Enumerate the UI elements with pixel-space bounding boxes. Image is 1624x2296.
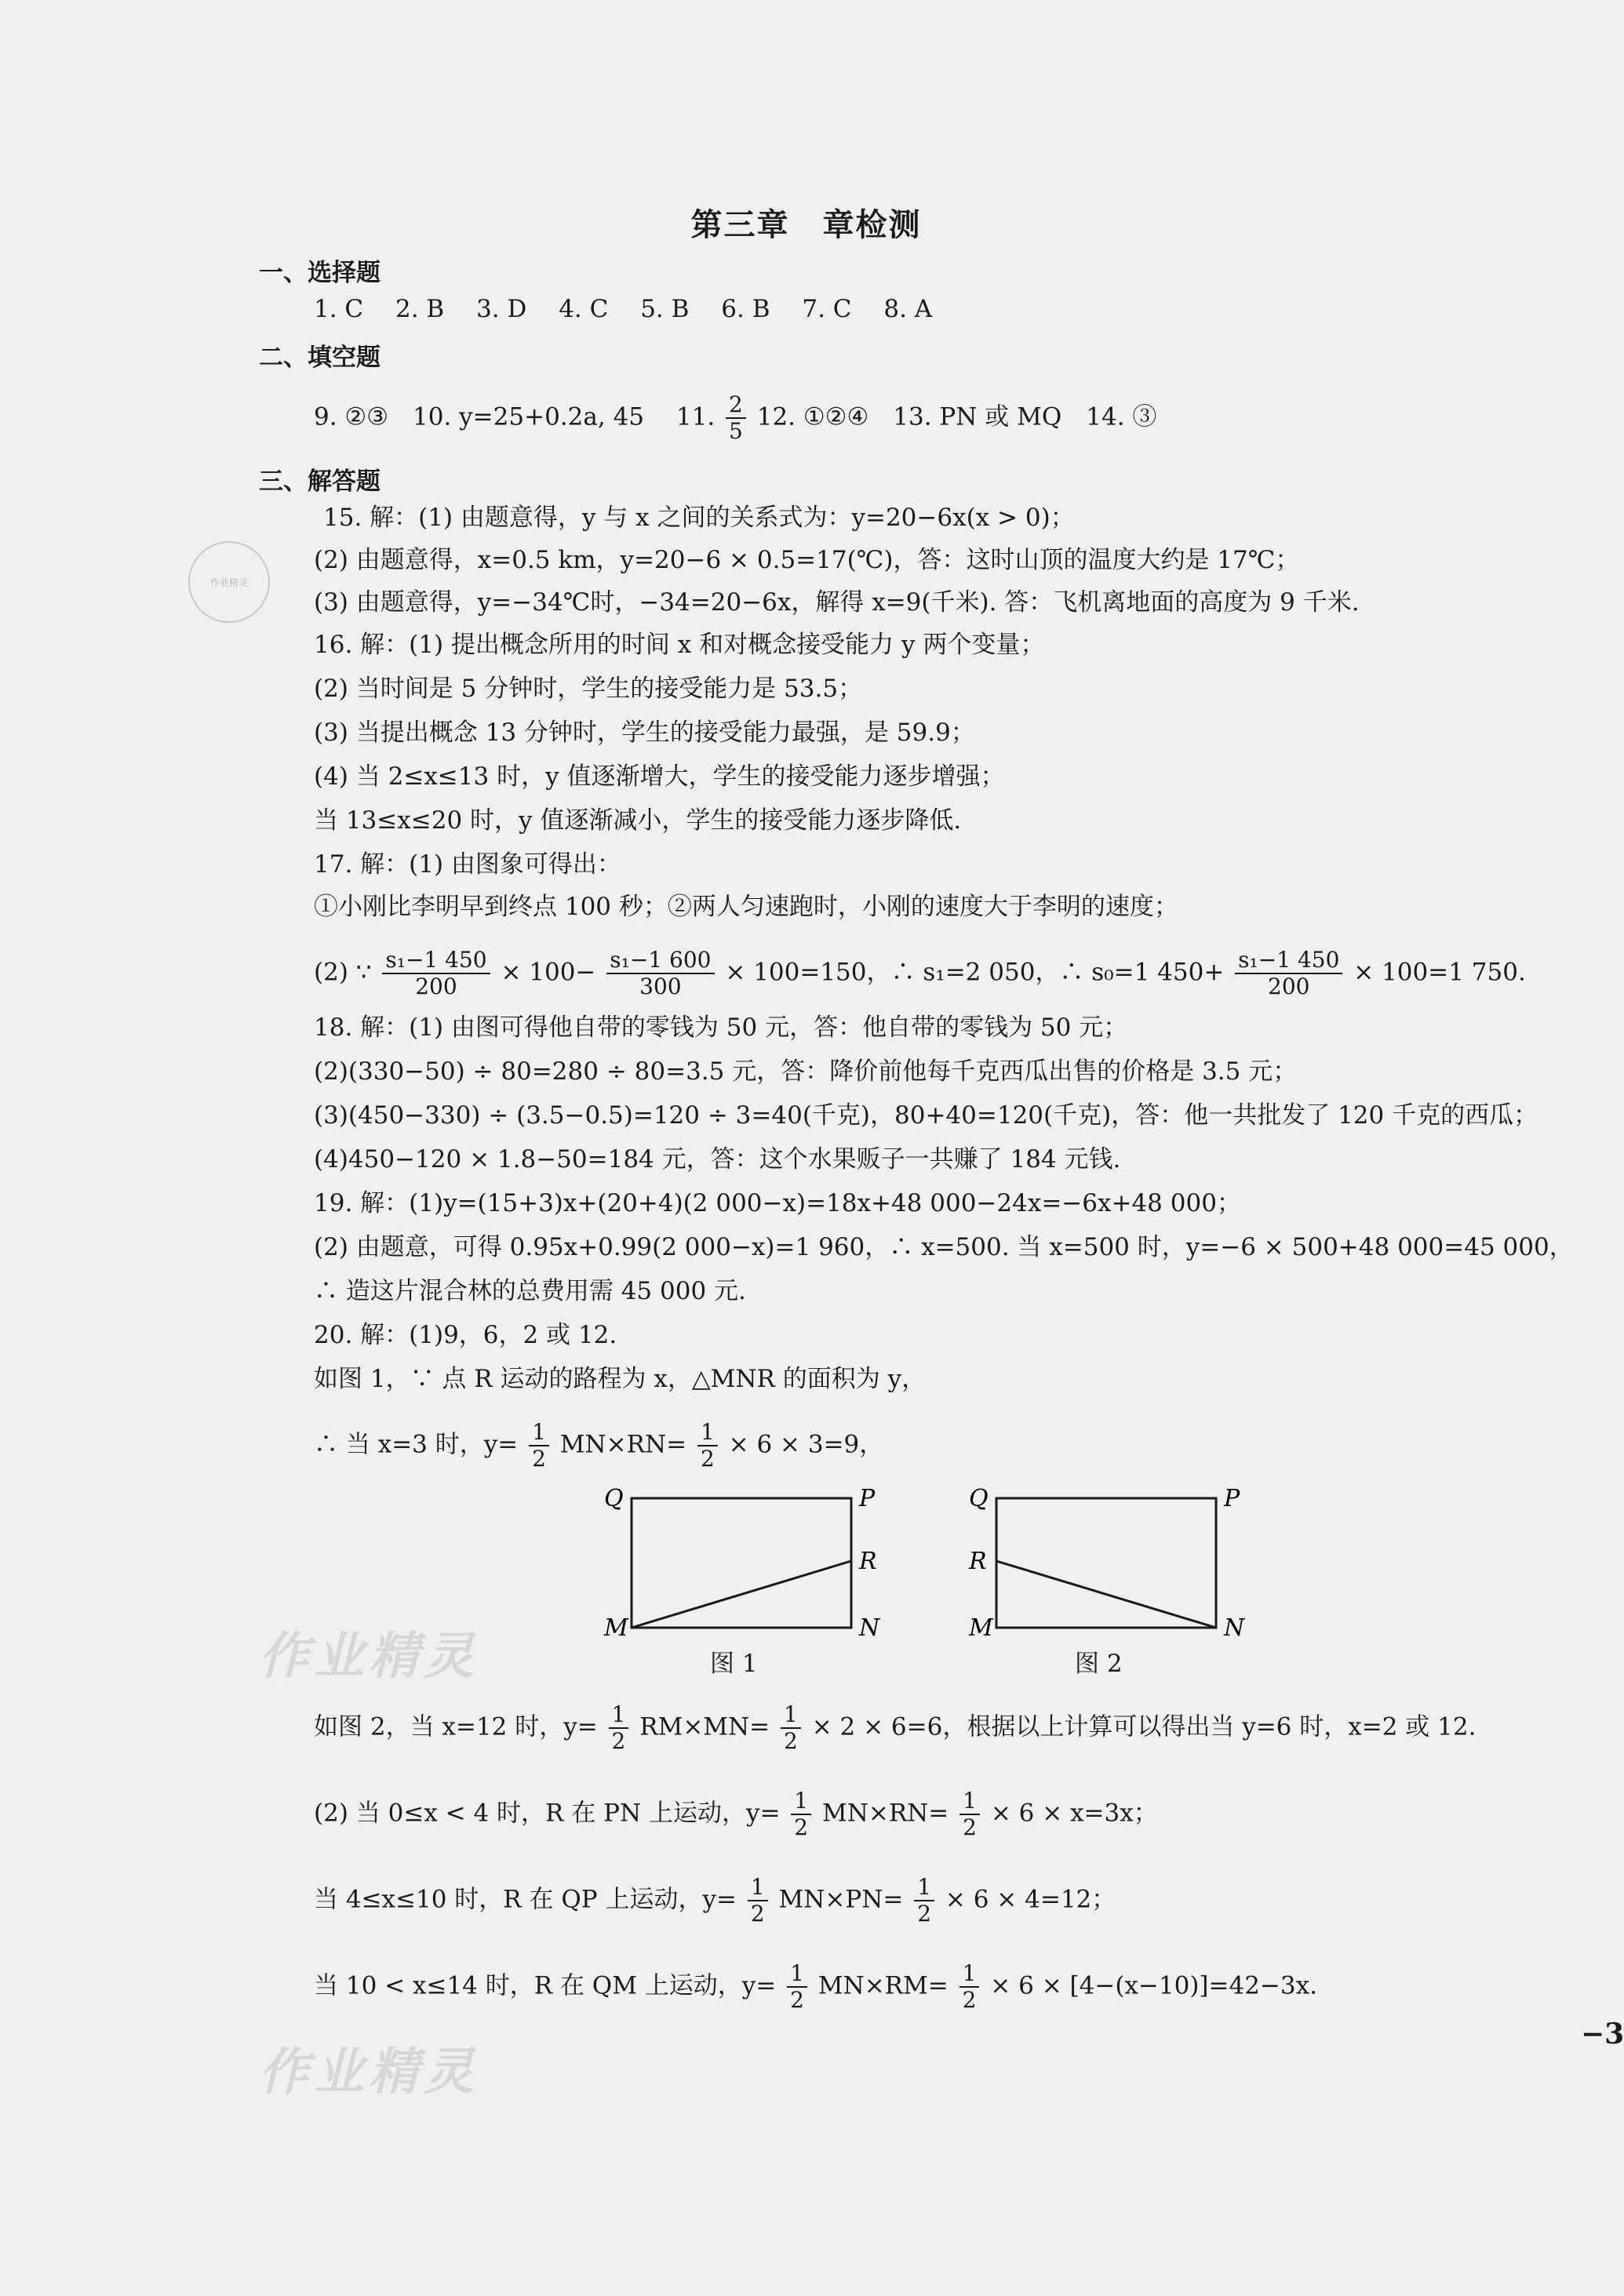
figure-1 <box>596 1483 894 1642</box>
q16-line-2: (2) 当时间是 5 分钟时，学生的接受能力是 53.5； <box>314 675 863 703</box>
q19-line-3: ∴ 造这片混合林的总费用需 45 000 元. <box>314 1277 746 1305</box>
fraction-half: $\frac{1}{2}$ <box>781 1702 801 1754</box>
q17-line-3: (2) ∵ $\frac{\text{s₁−1 450}}{200}$ × 100− $\frac{\text{s₁−1 600}}{300}$ × 100=150，∴ s₁=2 050，∴ s₀=1 450+ $\frac{\text{s₁−1 450}}{200}$ × 100=1 750. <box>314 947 1526 999</box>
q16-line-5: 当 13≤x≤20 时，y 值逐渐减小，学生的接受能力逐步降低. <box>314 806 962 835</box>
fig2-rectangle <box>996 1498 1216 1628</box>
stamp-icon: 作业精灵 <box>188 541 270 623</box>
fig2-label-N: N <box>1224 1614 1245 1642</box>
fig1-rectangle <box>632 1498 851 1628</box>
q19-line-2: (2) 由题意，可得 0.95x+0.99(2 000−x)=1 960，∴ x=500. 当 x=500 时，y=−6 × 500+48 000=45 000， <box>314 1233 1574 1261</box>
q20-line-3: ∴ 当 x=3 时，y= $\frac{1}{2}$ MN×RN= $\frac{1}{2}$ × 6 × 3=9， <box>314 1419 884 1472</box>
q15-line-2: (2) 由题意得，x=0.5 km，y=20−6 × 0.5=17(℃)，答：这时山顶的温度大约是 17℃； <box>314 546 1300 574</box>
fraction-half: $\frac{1}{2}$ <box>914 1875 934 1927</box>
q18-line-3: (3)(450−330) ÷ (3.5−0.5)=120 ÷ 3=40(千克)，80+40=120(千克)，答：他一共批发了 120 千克的西瓜； <box>314 1101 1538 1130</box>
fig1-segment-MR <box>632 1561 851 1628</box>
fig1-label-N: N <box>859 1614 880 1642</box>
fraction-half: $\frac{1}{2}$ <box>959 1788 980 1840</box>
q15-line-3: (3) 由题意得，y=−34℃时，−34=20−6x，解得 x=9(千米). 答：飞机离地面的高度为 9 千米. <box>314 588 1360 617</box>
q19-line-1: 19. 解：(1)y=(15+3)x+(20+4)(2 000−x)=18x+48 000−24x=−6x+48 000； <box>314 1189 1241 1217</box>
fig1-label-R: R <box>859 1548 877 1575</box>
fig1-label-M: M <box>604 1614 628 1642</box>
page-number: −3 <box>1581 2018 1624 2050</box>
section-solve: 三、解答题 <box>259 468 381 496</box>
q15-line-1: 15. 解：(1) 由题意得，y 与 x 之间的关系式为：y=20−6x(x > 0)； <box>323 504 1075 532</box>
figure-2 <box>961 1483 1259 1642</box>
q18-line-2: (2)(330−50) ÷ 80=280 ÷ 80=3.5 元，答：降价前他每千克西瓜出售的价格是 3.5 元； <box>314 1057 1298 1086</box>
fig1-label-P: P <box>859 1485 876 1512</box>
fraction: $\frac{\text{s₁−1 450}}{200}$ <box>1235 948 1342 999</box>
q17-line-2: ①小刚比李明早到终点 100 秒；②两人匀速跑时，小刚的速度大于李明的速度； <box>314 893 1178 921</box>
fig2-label-M: M <box>969 1614 993 1642</box>
fig2-segment-RN <box>996 1561 1216 1628</box>
fig2-label-Q: Q <box>969 1485 989 1512</box>
fraction-half: $\frac{1}{2}$ <box>791 1788 811 1840</box>
q16-line-4: (4) 当 2≤x≤13 时，y 值逐渐增大，学生的接受能力逐步增强； <box>314 762 1005 791</box>
fraction-half: $\frac{1}{2}$ <box>748 1875 768 1927</box>
q16-line-3: (3) 当提出概念 13 分钟时，学生的接受能力最强，是 59.9； <box>314 719 975 747</box>
fraction-half: $\frac{1}{2}$ <box>529 1420 549 1472</box>
fig2-caption: 图 2 <box>1075 1650 1123 1678</box>
q18-line-4: (4)450−120 × 1.8−50=184 元，答：这个水果贩子一共赚了 184 元钱. <box>314 1145 1121 1173</box>
fraction-half: $\frac{1}{2}$ <box>697 1420 718 1472</box>
q20-line-4: 如图 2，当 x=12 时，y= $\frac{1}{2}$ RM×MN= $\frac{1}{2}$ × 2 × 6=6，根据以上计算可以得出当 y=6 时，x=2 或 12. <box>314 1701 1477 1754</box>
watermark-2: 作业精灵 <box>259 2043 479 2101</box>
section-choice: 一、选择题 <box>259 259 381 287</box>
fig2-label-P: P <box>1224 1485 1240 1512</box>
fraction: $\frac{2}{5}$ <box>726 392 746 444</box>
choice-answers: 1. C 2. B 3. D 4. C 5. B 6. B 7. C 8. A <box>314 295 933 323</box>
q20-line-6: 当 4≤x≤10 时，R 在 QP 上运动，y= $\frac{1}{2}$ MN×PN= $\frac{1}{2}$ × 6 × 4=12； <box>314 1874 1116 1927</box>
fraction-half: $\frac{1}{2}$ <box>609 1702 629 1754</box>
section-fill: 二、填空题 <box>259 344 381 372</box>
q20-line-2: 如图 1，∵ 点 R 运动的路程为 x，△MNR 的面积为 y， <box>314 1365 927 1393</box>
fraction: $\frac{\text{s₁−1 450}}{200}$ <box>382 948 490 999</box>
fig1-label-Q: Q <box>604 1485 624 1512</box>
q16-line-1: 16. 解：(1) 提出概念所用的时间 x 和对概念接受能力 y 两个变量； <box>314 631 1045 659</box>
fig2-label-R: R <box>969 1548 987 1575</box>
q20-line-1: 20. 解：(1)9，6，2 或 12. <box>314 1321 617 1349</box>
q20-line-7: 当 10 < x≤14 时，R 在 QM 上运动，y= $\frac{1}{2}$ MN×RM= $\frac{1}{2}$ × 6 × [4−(x−10)]=42−3x. <box>314 1960 1317 2013</box>
fill-answers: 9. ②③ 10. y=25+0.2a, 45 11. $\frac{2}{5}$ 12. ①②④ 13. PN 或 MQ 14. ③ <box>314 391 1157 444</box>
fraction-half: $\frac{1}{2}$ <box>959 1961 980 2013</box>
fraction-half: $\frac{1}{2}$ <box>787 1961 807 2013</box>
page-title: 第三章 章检测 <box>690 207 922 243</box>
fraction: $\frac{\text{s₁−1 600}}{300}$ <box>606 948 714 999</box>
q18-line-1: 18. 解：(1) 由图可得他自带的零钱为 50 元，答：他自带的零钱为 50 元； <box>314 1013 1128 1042</box>
q20-line-5: (2) 当 0≤x < 4 时，R 在 PN 上运动，y= $\frac{1}{2}$ MN×RN= $\frac{1}{2}$ × 6 × x=3x； <box>314 1788 1158 1840</box>
fig1-caption: 图 1 <box>710 1650 758 1678</box>
watermark-1: 作业精灵 <box>259 1628 479 1686</box>
q17-line-1: 17. 解：(1) 由图象可得出： <box>314 850 621 879</box>
